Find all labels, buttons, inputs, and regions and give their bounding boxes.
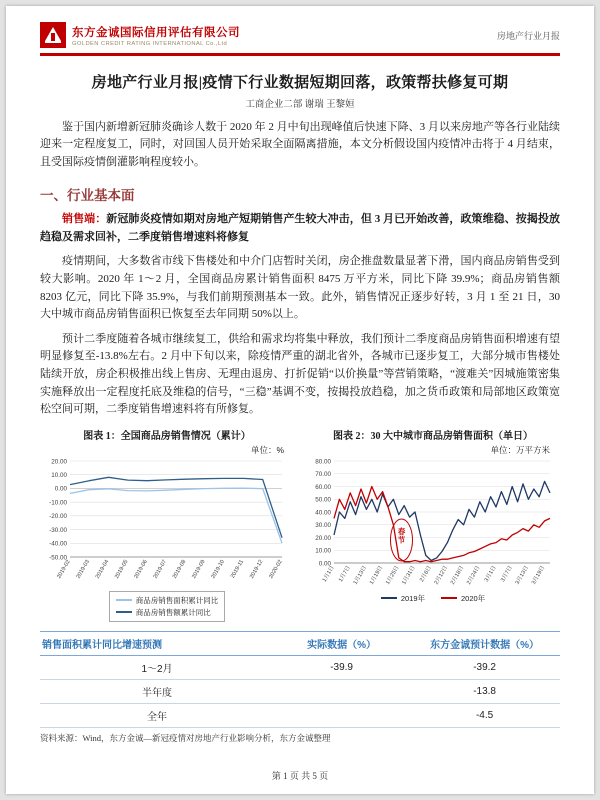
svg-text:3月1日: 3月1日 [483, 564, 498, 583]
header-divider [40, 53, 560, 56]
svg-text:80.00: 80.00 [315, 458, 331, 466]
svg-text:2019-10: 2019-10 [210, 558, 226, 580]
series-swatch-area [116, 599, 132, 601]
figure1-unit: 单位：% [250, 444, 284, 455]
page-header [40, 22, 560, 48]
legend-label: 商品房销售额累计同比 [135, 607, 211, 617]
table-cell-actual [274, 679, 409, 703]
company-name-en: GOLDEN CREDIT RATING INTERNATIONAL Co.,Ltd [72, 40, 228, 47]
svg-text:40.00: 40.00 [315, 509, 331, 517]
series-swatch-2020 [441, 597, 457, 599]
legend-label: 2020年 [461, 593, 486, 603]
svg-text:-50.00: -50.00 [49, 554, 67, 562]
legend-item [116, 607, 219, 618]
table-cell-period: 半年度 [40, 679, 274, 703]
chart-30-city-daily-sales [306, 456, 560, 590]
table-header-metric: 销售面积累计同比增速预测 [40, 631, 274, 655]
legend-label: 2019年 [400, 593, 425, 603]
svg-text:1月1日: 1月1日 [321, 564, 336, 583]
svg-text:2020-02: 2020-02 [268, 558, 284, 580]
table-row [40, 703, 560, 727]
figure1-title: 图表 1：全国商品房销售情况（累计） [83, 430, 251, 442]
table-cell-forecast: -4.5 [409, 703, 560, 727]
legend-item [441, 593, 485, 604]
svg-text:2019-11: 2019-11 [229, 558, 246, 580]
svg-text:2019-09: 2019-09 [191, 558, 207, 580]
svg-text:3月13日: 3月13日 [514, 564, 531, 586]
svg-text:50.00: 50.00 [315, 496, 331, 504]
authors-line: 工商企业二部 谢瑞 王黎姮 [245, 99, 355, 110]
report-type-label: 房地产行业月报 [496, 30, 560, 41]
svg-text:10.00: 10.00 [315, 547, 331, 555]
brand-text [72, 24, 240, 47]
table-header-row [40, 631, 560, 655]
svg-text:-40.00: -40.00 [49, 540, 67, 548]
svg-text:0.00: 0.00 [318, 560, 331, 568]
svg-text:1月31日: 1月31日 [401, 564, 417, 586]
svg-text:2019-06: 2019-06 [133, 558, 149, 580]
body-paragraph-1: 疫情期间，大多数省市线下售楼处和中介门店暂时关闭，房企推盘数量显著下滑，国内商品房销售受到较大影响。2020 年 1～2 月，全国商品房累计销售面积 8475 万平方米，同比下降 39.9%；商品房销售额 8203 亿元，同比下降 35.9%，与我们前期预测基本一致。此外，销售情况正逐步好转，3 月 1 至 21 日，30 大中城市商品房销售面积已恢复至去年同期 50%以上。 [40, 255, 560, 321]
abstract-paragraph: 鉴于国内新增新冠肺炎确诊人数于 2020 年 2 月中旬出现峰值后快速下降、3 月以来房地产等各行业陆续迎来一定程度复工，同时，对回国人员开始采取全面隔离措施，本文分析假设国内疫情冲击将于 4 月结束，且受国际疫情倒灌影响程度较小。 [40, 120, 560, 168]
report-title: 房地产行业月报|疫情下行业数据短期回落，政策帮扶修复可期 [91, 74, 509, 91]
svg-text:60.00: 60.00 [315, 483, 331, 491]
series-swatch-2019 [381, 597, 397, 599]
table-cell-forecast: -13.8 [409, 679, 560, 703]
figure2-title: 图表 2：30 大中城市商品房销售面积（单日） [333, 430, 533, 442]
svg-text:春节: 春节 [397, 526, 406, 545]
series-swatch-amount [116, 611, 132, 613]
lead-text: 新冠肺炎疫情如期对房地产短期销售产生较大冲击，但 3 月已开始改善，政策维稳、按揭投放趋稳及需求回补，二季度销售增速料将修复 [40, 213, 561, 243]
svg-text:2月24日: 2月24日 [466, 564, 482, 586]
legend-label: 商品房销售面积累计同比 [135, 595, 219, 605]
svg-text:20.00: 20.00 [51, 458, 67, 466]
figure-2 [306, 427, 560, 622]
svg-text:20.00: 20.00 [315, 534, 331, 542]
svg-text:3月19日: 3月19日 [530, 564, 547, 586]
legend-item [116, 595, 219, 606]
source-note: 资料来源：Wind，东方金诚—新冠疫情对房地产行业影响分析，东方金诚整理 [40, 732, 331, 743]
brand-block [40, 22, 240, 48]
figure-1 [40, 427, 294, 622]
svg-text:2月6日: 2月6日 [419, 564, 433, 583]
svg-text:2019-02: 2019-02 [56, 558, 72, 580]
svg-text:2019-07: 2019-07 [152, 558, 169, 580]
svg-text:0.00: 0.00 [54, 485, 67, 493]
page-number: 第 1 页 共 5 页 [271, 771, 329, 781]
svg-text:2019-05: 2019-05 [114, 558, 130, 580]
report-page [6, 6, 594, 794]
svg-text:-30.00: -30.00 [49, 526, 67, 534]
svg-text:2019-03: 2019-03 [75, 558, 92, 580]
svg-text:2月12日: 2月12日 [433, 564, 450, 586]
svg-text:-20.00: -20.00 [49, 512, 67, 520]
table-header-actual: 实际数据（%） [274, 631, 409, 655]
svg-text:1月7日: 1月7日 [338, 564, 352, 583]
company-name: 东方金诚国际信用评估有限公司 [72, 26, 240, 39]
table-header-forecast: 东方金诚预计数据（%） [409, 631, 560, 655]
svg-text:3月7日: 3月7日 [500, 564, 514, 583]
svg-text:2019-08: 2019-08 [171, 558, 188, 580]
figure2-legend [306, 592, 560, 605]
svg-text:2019-04: 2019-04 [94, 558, 111, 580]
chart-national-housing-sales [40, 456, 294, 590]
table-row [40, 655, 560, 679]
svg-text:1月19日: 1月19日 [368, 564, 385, 586]
table-cell-actual: -39.9 [274, 655, 409, 679]
section-heading: 一、行业基本面 [40, 188, 135, 204]
svg-text:70.00: 70.00 [315, 470, 331, 478]
table-cell-actual [274, 703, 409, 727]
lead-paragraph [40, 211, 560, 246]
svg-text:2月18日: 2月18日 [449, 564, 466, 586]
svg-text:1月25日: 1月25日 [385, 564, 401, 586]
svg-text:-10.00: -10.00 [49, 499, 67, 507]
lead-label: 销售端： [62, 213, 107, 226]
body-paragraph-2: 预计二季度随着各城市继续复工，供给和需求均将集中释放，我们预计二季度商品房销售面积增速有望明显修复至-13.8%左右。2 月中下旬以来，除疫情严重的湖北省外，各城市已逐步复工，大部分城市售楼处陆续开放，房企积极推出线上售房、无理由退房、打折促销“以价换量”等营销策略，“渡难关”因城施策密集实施释放出一定程度托底及维稳的信号，“三稳”基调不变，按揭投放趋稳，加之货币政策和局部地区政策宽松空间可期，二季度销售增速料将有所修复。 [40, 332, 560, 416]
figure1-legend [109, 591, 226, 622]
svg-text:30.00: 30.00 [315, 521, 331, 529]
table-cell-period: 1～2月 [40, 655, 274, 679]
svg-text:10.00: 10.00 [51, 471, 67, 479]
forecast-table [40, 631, 560, 728]
svg-text:1月13日: 1月13日 [352, 564, 369, 586]
figure2-unit: 单位：万平方米 [490, 444, 550, 455]
figures-row [40, 427, 560, 622]
company-logo-icon [40, 22, 66, 48]
legend-item [381, 593, 425, 604]
table-row [40, 679, 560, 703]
table-cell-forecast: -39.2 [409, 655, 560, 679]
svg-text:2019-12: 2019-12 [248, 558, 265, 580]
table-cell-period: 全年 [40, 703, 274, 727]
